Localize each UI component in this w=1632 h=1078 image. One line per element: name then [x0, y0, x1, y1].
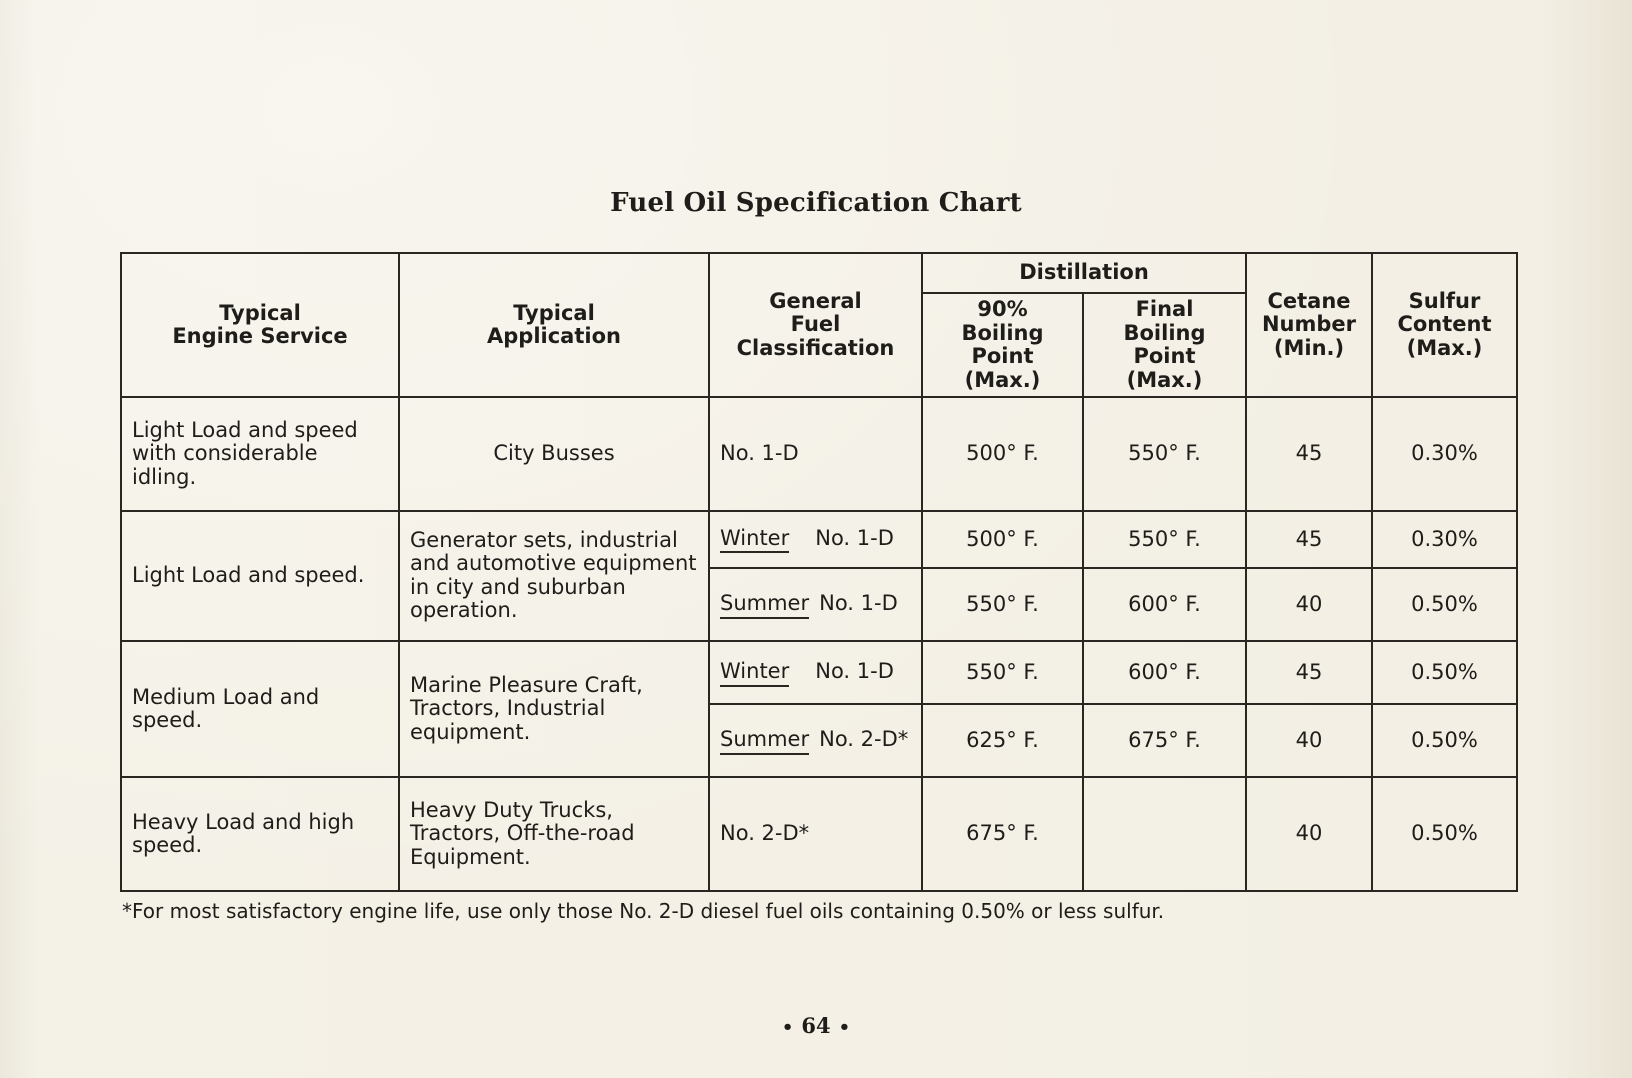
header-application: Typical Application — [399, 253, 709, 397]
table-row — [121, 511, 1517, 568]
season-label: Winter — [720, 525, 789, 553]
sulfur-cell: 0.50% — [1372, 777, 1517, 891]
final-bp-cell: 550° F. — [1083, 397, 1246, 511]
header-final-bp: Final Boiling Point (Max.) — [1083, 293, 1246, 397]
fuel-cell: Summer No. 1-D — [709, 568, 922, 641]
sulfur-cell: 0.30% — [1372, 397, 1517, 511]
cetane-cell: 45 — [1246, 511, 1372, 568]
header-engine-service: Typical Engine Service — [121, 253, 399, 397]
bp90-cell: 500° F. — [922, 511, 1083, 568]
fuel-cell: Summer No. 2-D* — [709, 704, 922, 777]
service-cell: Light Load and speed with considerable idling. — [121, 397, 399, 511]
sulfur-cell: 0.50% — [1372, 641, 1517, 704]
application-cell: Generator sets, industrial and automotive equipment in city and suburban operation. — [399, 511, 709, 641]
final-bp-cell — [1083, 777, 1246, 891]
fuel-spec-table — [120, 252, 1518, 892]
final-bp-cell: 675° F. — [1083, 704, 1246, 777]
bp90-cell: 625° F. — [922, 704, 1083, 777]
cetane-cell: 40 — [1246, 777, 1372, 891]
bp90-cell: 675° F. — [922, 777, 1083, 891]
application-cell: Marine Pleasure Craft, Tractors, Industrial equipment. — [399, 641, 709, 777]
header-cetane: Cetane Number (Min.) — [1246, 253, 1372, 397]
cetane-cell: 40 — [1246, 704, 1372, 777]
header-sulfur: Sulfur Content (Max.) — [1372, 253, 1517, 397]
chart-title: Fuel Oil Specification Chart — [610, 188, 1022, 218]
fuel-cell: No. 2-D* — [709, 777, 922, 891]
cetane-cell: 40 — [1246, 568, 1372, 641]
footnote: *For most satisfactory engine life, use only those No. 2-D diesel fuel oils containing 0.50% or less sulfur. — [122, 899, 1165, 923]
application-cell: City Busses — [399, 397, 709, 511]
cetane-cell: 45 — [1246, 641, 1372, 704]
header-fuel-classification: General Fuel Classification — [709, 253, 922, 397]
table-row — [121, 397, 1517, 511]
table-row — [121, 641, 1517, 704]
season-label: Summer — [720, 726, 809, 754]
bp90-cell: 500° F. — [922, 397, 1083, 511]
season-label: Summer — [720, 590, 809, 618]
cetane-cell: 45 — [1246, 397, 1372, 511]
sulfur-cell: 0.50% — [1372, 568, 1517, 641]
bullet-icon: • — [838, 1017, 851, 1038]
header-distillation: Distillation — [922, 253, 1246, 293]
fuel-cell: Winter No. 1-D — [709, 511, 922, 568]
season-label: Winter — [720, 658, 789, 686]
bullet-icon: • — [781, 1017, 794, 1038]
service-cell: Heavy Load and high speed. — [121, 777, 399, 891]
bp90-cell: 550° F. — [922, 568, 1083, 641]
final-bp-cell: 600° F. — [1083, 641, 1246, 704]
table-row — [121, 777, 1517, 891]
sulfur-cell: 0.30% — [1372, 511, 1517, 568]
service-cell: Medium Load and speed. — [121, 641, 399, 777]
final-bp-cell: 600° F. — [1083, 568, 1246, 641]
bp90-cell: 550° F. — [922, 641, 1083, 704]
final-bp-cell: 550° F. — [1083, 511, 1246, 568]
sulfur-cell: 0.50% — [1372, 704, 1517, 777]
application-cell: Heavy Duty Trucks, Tractors, Off-the-road Equipment. — [399, 777, 709, 891]
header-bp90: 90% Boiling Point (Max.) — [922, 293, 1083, 397]
fuel-cell: Winter No. 1-D — [709, 641, 922, 704]
fuel-cell: No. 1-D — [709, 397, 922, 511]
service-cell: Light Load and speed. — [121, 511, 399, 641]
page-number: • 64 • — [781, 1013, 851, 1038]
